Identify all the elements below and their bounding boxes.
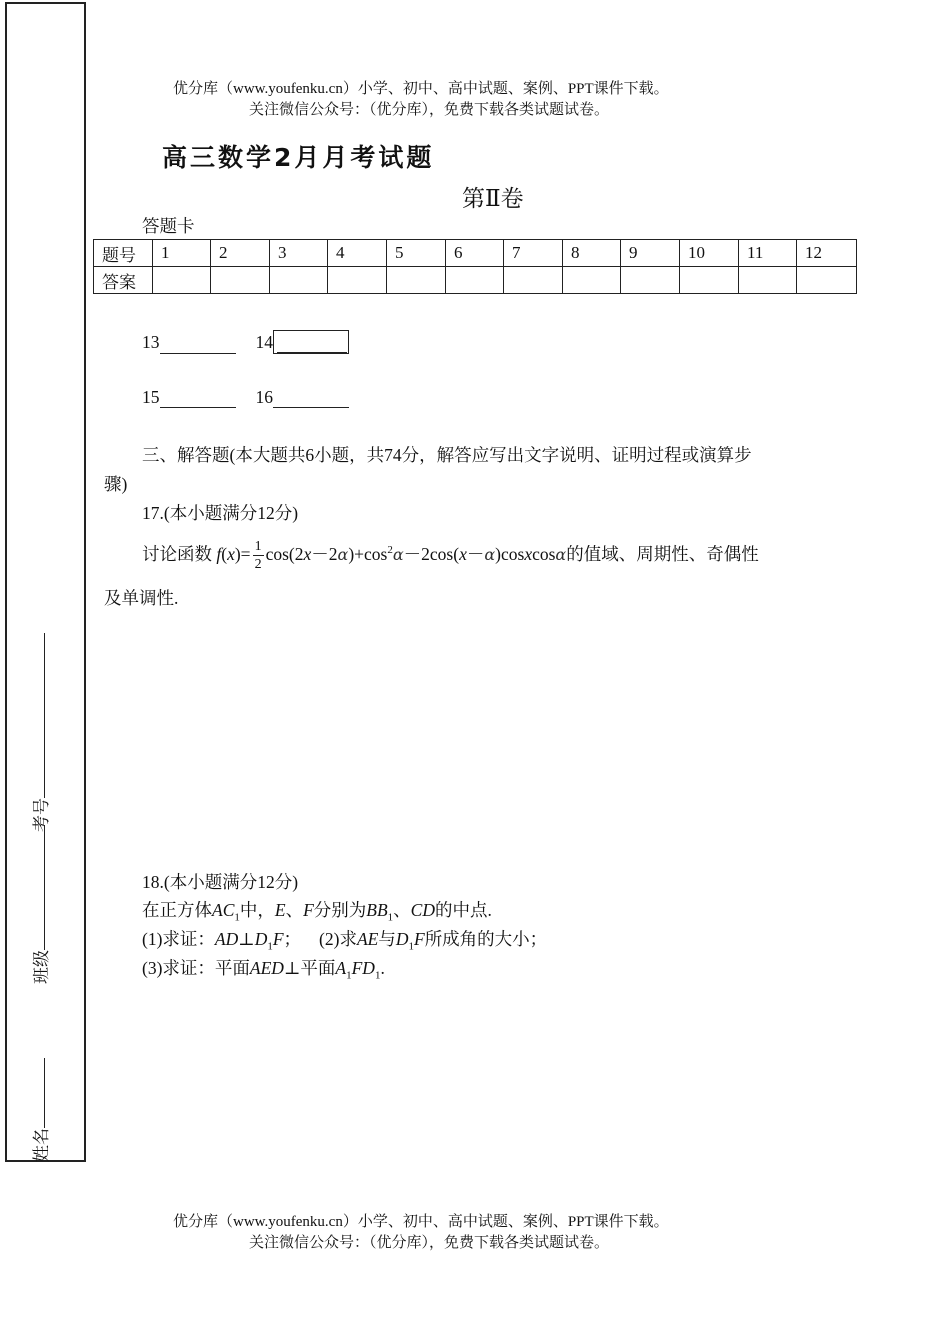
q17-text: x	[459, 543, 467, 564]
answer-cell[interactable]	[797, 267, 857, 294]
q18-line-2: (1)求证：$AD\perp D_1F$； (2)求AE与$D_1F$所成角的大小；	[142, 929, 548, 953]
question-number: 9	[621, 240, 680, 267]
q17-text: 2	[387, 544, 393, 556]
alpha-symbol: α	[555, 544, 567, 564]
answer-card-table	[93, 239, 857, 294]
footer-line-1: 优分库（www.youfenku.cn）小学、初中、高中试题、案例、PPT课件下载。	[173, 1214, 669, 1230]
q17-heading: 17.(本小题满分12分)	[142, 503, 299, 523]
q17-text: x	[227, 543, 235, 564]
q17-text: 的值域、周期性、奇偶性	[566, 543, 759, 564]
q17-text: cos(2	[265, 543, 304, 564]
name-label: 姓名	[32, 1128, 51, 1162]
q17-text: x	[524, 543, 533, 564]
answer-cell[interactable]	[328, 267, 387, 294]
answer-cell[interactable]	[680, 267, 739, 294]
exam-no-field	[27, 633, 52, 832]
name-field	[27, 1058, 52, 1162]
q17-statement-cont: 及单调性.	[104, 588, 179, 608]
answer-cell[interactable]	[621, 267, 680, 294]
exam-title: 高三数学2月月考试题	[162, 143, 435, 172]
q18-line-1: 在正方体$AC_1$中，E、F分别为$BB_1$、CD的中点.	[142, 900, 492, 924]
answer-row	[94, 267, 857, 294]
section3-intro: 三、解答题(本大题共6小题，共74分，解答应写出文字说明、证明过程或演算步	[142, 445, 752, 465]
q17-text: －2	[311, 543, 338, 564]
q15-blank[interactable]	[160, 390, 236, 408]
row-header-answer: 答案	[94, 267, 153, 294]
volume-subtitle: 第Ⅱ卷	[462, 186, 524, 211]
question-number: 2	[211, 240, 270, 267]
question-number: 10	[680, 240, 739, 267]
q17-text: )cos	[495, 543, 525, 564]
question-number: 6	[446, 240, 504, 267]
alpha-symbol: α	[337, 544, 349, 564]
question-number: 11	[739, 240, 797, 267]
class-label: 班级	[32, 950, 51, 984]
q15-label: 15	[142, 387, 160, 407]
q14-box[interactable]	[273, 330, 349, 354]
question-number: 3	[270, 240, 328, 267]
fill-blank-row-1	[142, 330, 349, 354]
footer-line-2: 关注微信公众号：（优分库），免费下载各类试题试卷。	[249, 1235, 610, 1251]
answer-cell[interactable]	[446, 267, 504, 294]
answer-card-label: 答题卡	[142, 216, 195, 236]
q17-text: －	[466, 543, 485, 564]
q13-blank[interactable]	[160, 336, 236, 354]
class-field	[27, 825, 52, 984]
q17-statement: 讨论函数 f(x)= $\frac{1}{2}$ $\cos(2x-2\alpha)+\cos^2\alpha-2\cos(x-\alpha)cosxcos\alpha$的值域、周期性、奇偶性	[142, 539, 759, 573]
alpha-symbol: α	[392, 544, 404, 564]
q14-label: 14	[255, 332, 273, 352]
section3-intro-cont: 骤)	[104, 474, 128, 494]
q17-text: x	[303, 543, 312, 564]
one-half-fraction: $\frac{1}{2}$	[254, 539, 262, 573]
answer-cell[interactable]	[739, 267, 797, 294]
question-number: 4	[328, 240, 387, 267]
q17-text: 讨论函数	[142, 543, 212, 564]
question-number: 5	[387, 240, 446, 267]
question-number: 8	[563, 240, 621, 267]
answer-cell[interactable]	[153, 267, 211, 294]
question-number: 12	[797, 240, 857, 267]
answer-cell[interactable]	[270, 267, 328, 294]
fill-blank-row-2	[142, 387, 349, 408]
q17-text: f	[216, 543, 222, 564]
answer-cell[interactable]	[563, 267, 621, 294]
q16-blank[interactable]	[273, 390, 349, 408]
header-line-1: 优分库（www.youfenku.cn）小学、初中、高中试题、案例、PPT课件下载。	[173, 81, 669, 97]
answer-cell[interactable]	[387, 267, 446, 294]
question-number: 7	[504, 240, 563, 267]
question-number-row	[94, 240, 857, 267]
question-number: 1	[153, 240, 211, 267]
q17-text: cos	[532, 543, 556, 564]
q17-text: －2cos(	[403, 543, 460, 564]
alpha-symbol: α	[484, 544, 496, 564]
header-line-2: 关注微信公众号：（优分库），免费下载各类试题试卷。	[249, 102, 610, 118]
answer-cell[interactable]	[504, 267, 563, 294]
answer-cell[interactable]	[211, 267, 270, 294]
row-header-question: 题号	[94, 240, 153, 267]
q17-text: )+cos	[348, 543, 388, 564]
q18-line-3: (3)求证：平面AED⊥平面$A_1FD_1$.	[142, 958, 385, 982]
q13-label: 13	[142, 332, 160, 352]
binding-strip	[5, 2, 86, 1162]
q16-label: 16	[255, 387, 273, 407]
q18-heading: 18.(本小题满分12分)	[142, 872, 299, 892]
exam-no-label: 考号	[32, 798, 51, 832]
